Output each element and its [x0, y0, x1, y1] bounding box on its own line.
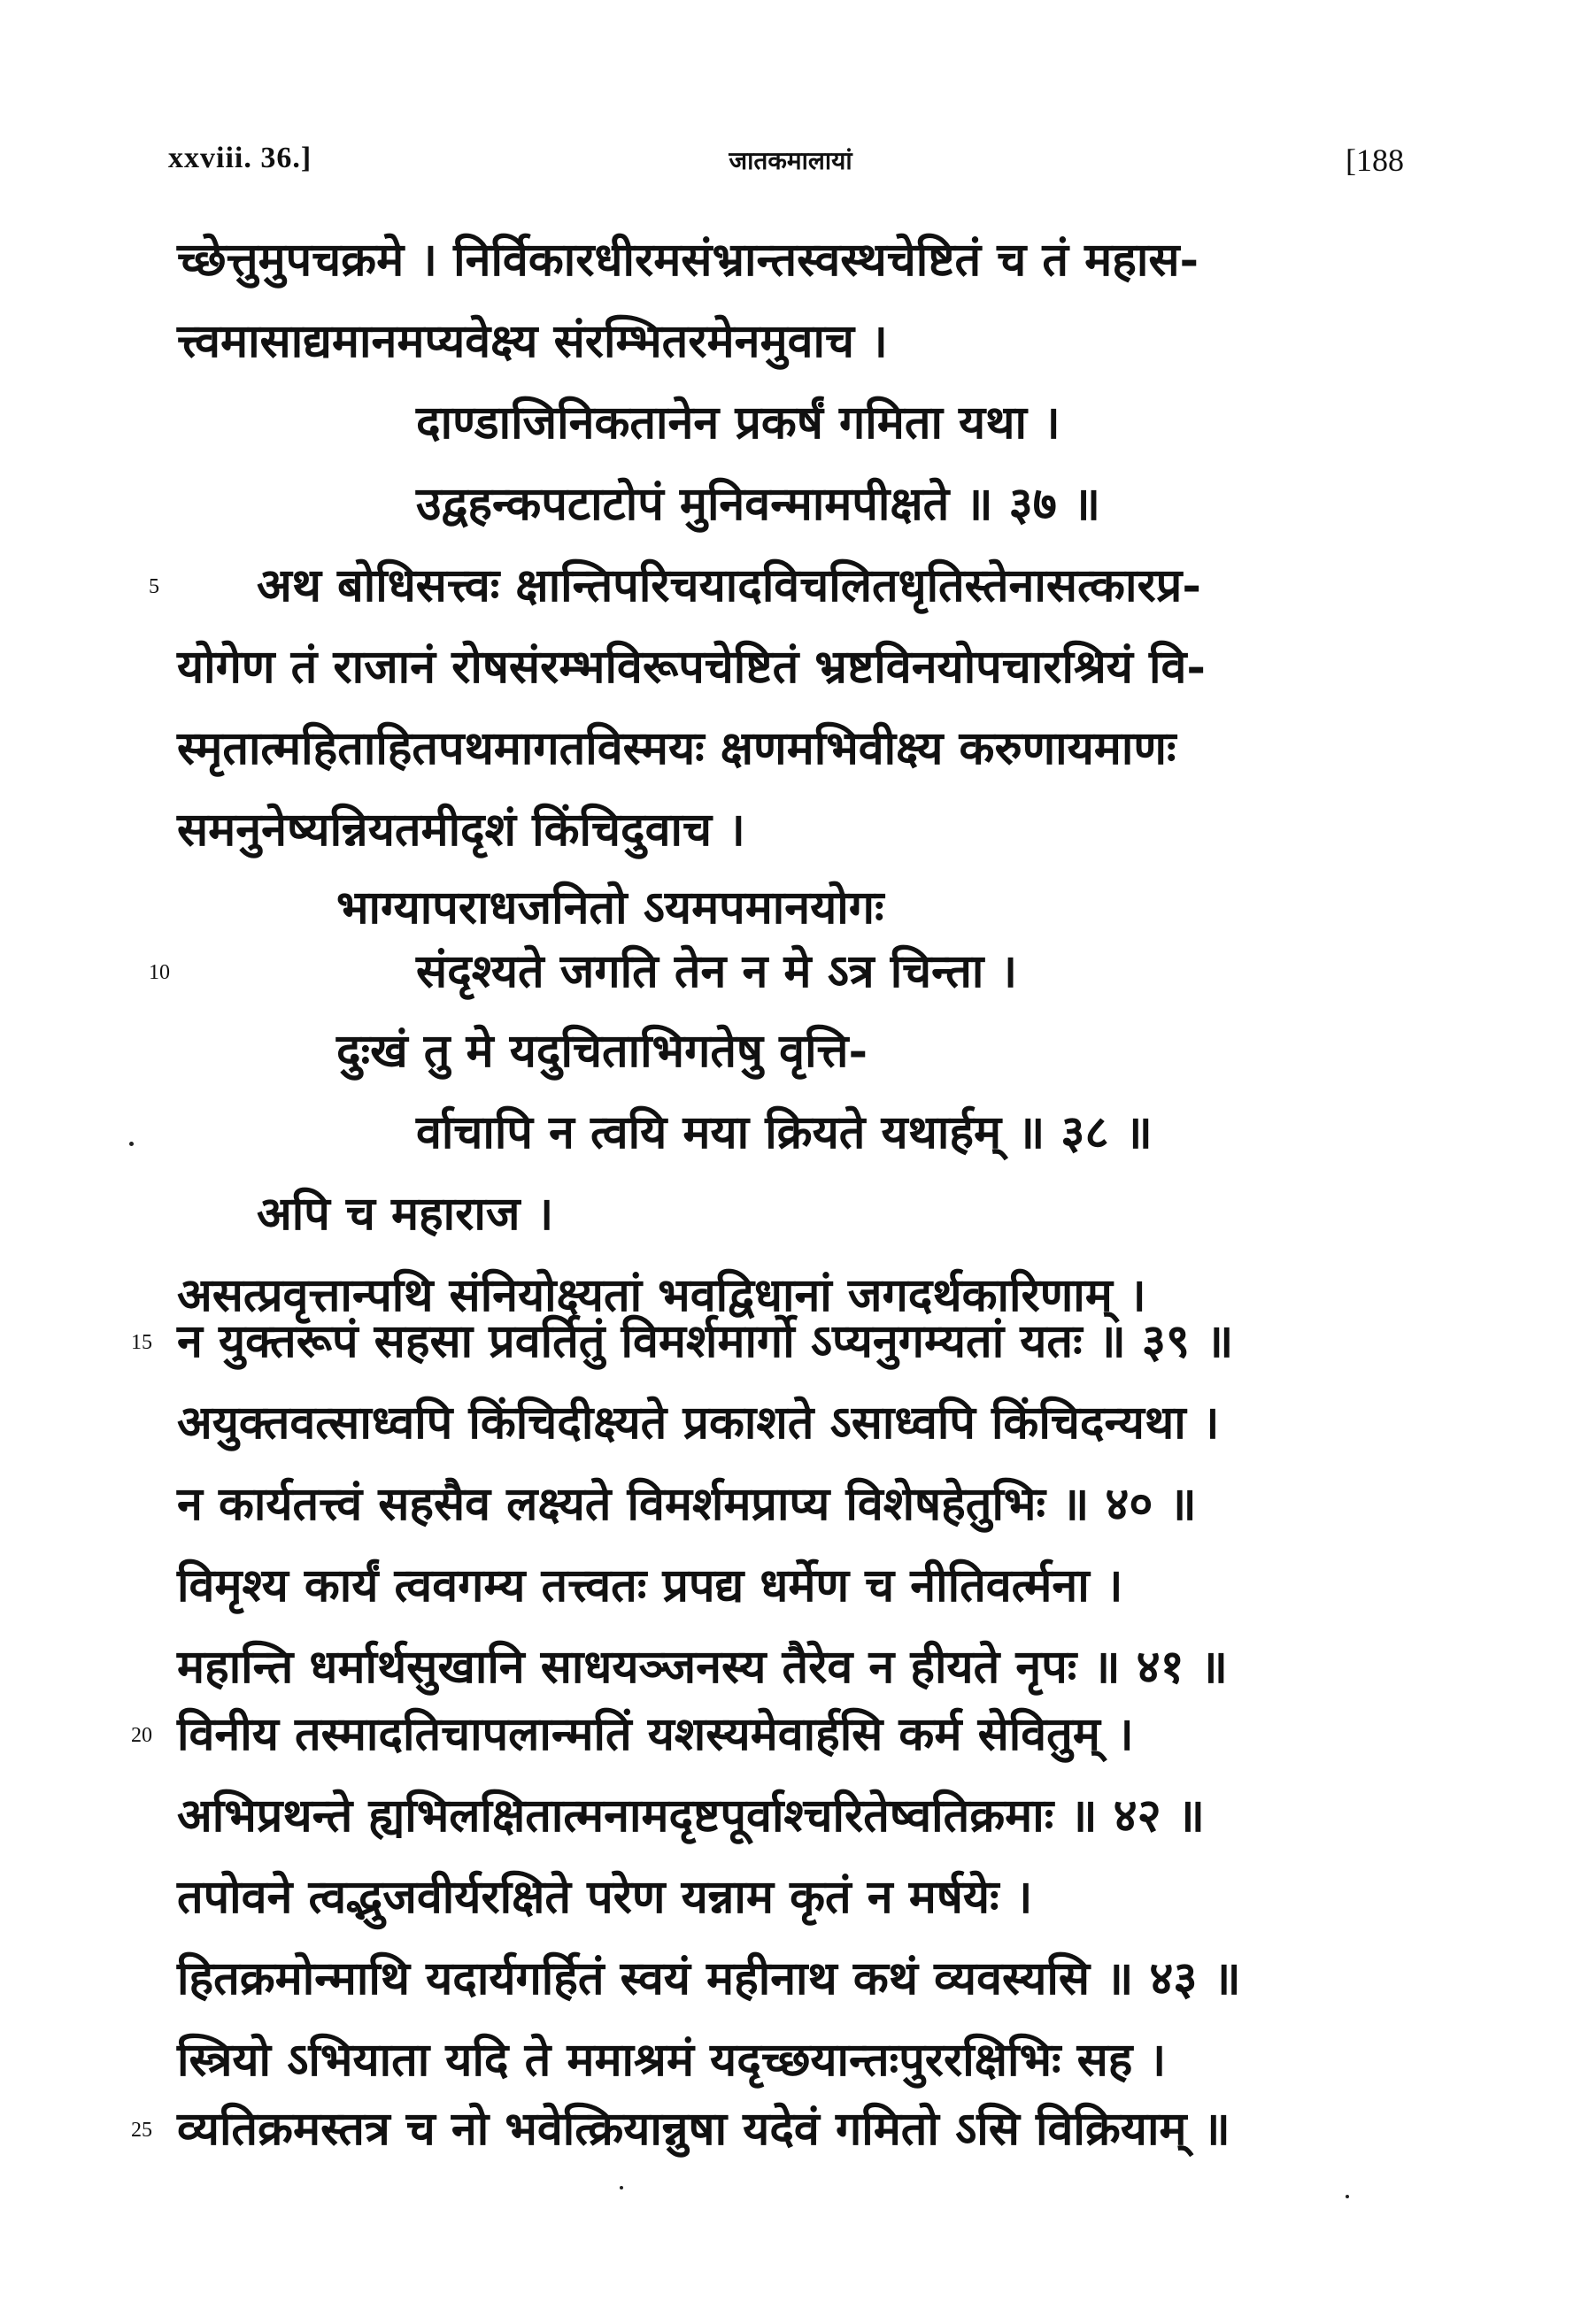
verse-line: महान्ति धर्मार्थसुखानि साधयञ्जनस्य तैरेव न हीयते नृपः ॥ ४१ ॥: [177, 1640, 1228, 1694]
verse-line: दाण्डाजिनिकतानेन प्रकर्षं गमिता यथा ।: [416, 396, 1060, 450]
page-header: [0, 142, 1581, 195]
page-number: [188: [1346, 142, 1404, 178]
text-line: समनुनेष्यन्नियतमीदृशं किंचिदुवाच ।: [177, 803, 745, 857]
stray-mark: [1346, 2195, 1349, 2198]
line-number: 25: [131, 2119, 152, 2142]
line-number: 5: [149, 575, 159, 598]
stray-mark: [620, 2186, 623, 2189]
line-number: 10: [149, 961, 170, 984]
verse-line: र्वाचापि न त्वयि मया क्रियते यथार्हम् ॥ ३८ ॥: [416, 1105, 1153, 1159]
verse-line: हितक्रमोन्माथि यदार्यगर्हितं स्वयं महीनाथ कथं व्यवस्यसि ॥ ४३ ॥: [177, 1951, 1241, 2005]
running-title: जातकमालायां: [729, 146, 852, 175]
verse-line: असत्प्रवृत्तान्पथि संनियोक्ष्यतां भवद्विधानां जगदर्थकारिणाम् ।: [177, 1268, 1146, 1322]
verse-line: न कार्यतत्त्वं सहसैव लक्ष्यते विमर्शमप्राप्य विशेषहेतुभिः ॥ ४० ॥: [177, 1477, 1197, 1531]
text-line: स्मृतात्महिताहितपथमागतविस्मयः क्षणमभिवीक्ष्य करुणायमाणः: [177, 721, 1176, 775]
verse-line: तपोवने त्वद्भुजवीर्यरक्षिते परेण यन्नाम कृतं न मर्षयेः ।: [177, 1870, 1033, 1924]
text-line: अपि च महाराज ।: [257, 1187, 554, 1241]
verse-line: न युक्तरूपं सहसा प्रवर्तितुं विमर्शमार्गो ऽप्यनुगम्यतां यतः ॥ ३९ ॥: [177, 1314, 1234, 1368]
line-number: 15: [131, 1331, 152, 1354]
verse-line: व्यतिक्रमस्तत्र च नो भवेत्क्रियान्नुषा यदेवं गमितो ऽसि विक्रियाम् ॥: [177, 2102, 1230, 2156]
text-line: अथ बोधिसत्त्वः क्षान्तिपरिचयादविचलितधृतिस्तेनासत्कारप्र-: [257, 558, 1201, 612]
verse-line: स्त्रियो ऽभियाता यदि ते ममाश्रमं यदृच्छयान्तःपुररक्षिभिः सह ।: [177, 2033, 1167, 2087]
verse-line: विनीय तस्मादतिचापलान्मतिं यशस्यमेवार्हसि कर्म सेवितुम् ।: [177, 1707, 1134, 1761]
verse-line: विमृश्य कार्यं त्ववगम्य तत्त्वतः प्रपद्य धर्मेण च नीतिवर्त्मना ।: [177, 1558, 1123, 1612]
verse-line: दुःखं तु मे यदुचिताभिगतेषु वृत्ति-: [336, 1024, 868, 1078]
text-line: योगेण तं राजानं रोषसंरम्भविरूपचेष्टितं भ्रष्टविनयोपचारश्रियं वि-: [177, 640, 1206, 694]
verse-line: भाग्यापराधजनितो ऽयमपमानयोगः: [336, 881, 884, 935]
section-reference: xxviii. 36.]: [168, 142, 312, 174]
verse-line: संदृश्यते जगति तेन न मे ऽत्र चिन्ता ।: [416, 944, 1018, 998]
text-line: त्त्वमासाद्यमानमप्यवेक्ष्य संरम्भितरमेनमुवाच ।: [177, 314, 888, 368]
verse-line: उद्वहन्कपटाटोपं मुनिवन्मामपीक्षते ॥ ३७ ॥: [416, 477, 1101, 531]
verse-line: अयुक्तवत्साध्वपि किंचिदीक्ष्यते प्रकाशते ऽसाध्वपि किंचिदन्यथा ।: [177, 1396, 1220, 1450]
line-number: 20: [131, 1724, 152, 1747]
verse-line: अभिप्रथन्ते ह्यभिलक्षितात्मनामदृष्टपूर्वाश्चरितेष्वतिक्रमाः ॥ ४२ ॥: [177, 1789, 1205, 1843]
stray-mark: [129, 1142, 134, 1146]
text-line: च्छेत्तुमुपचक्रमे । निर्विकारधीरमसंभ्रान्तस्वस्थचेष्टितं च तं महास-: [177, 233, 1199, 287]
